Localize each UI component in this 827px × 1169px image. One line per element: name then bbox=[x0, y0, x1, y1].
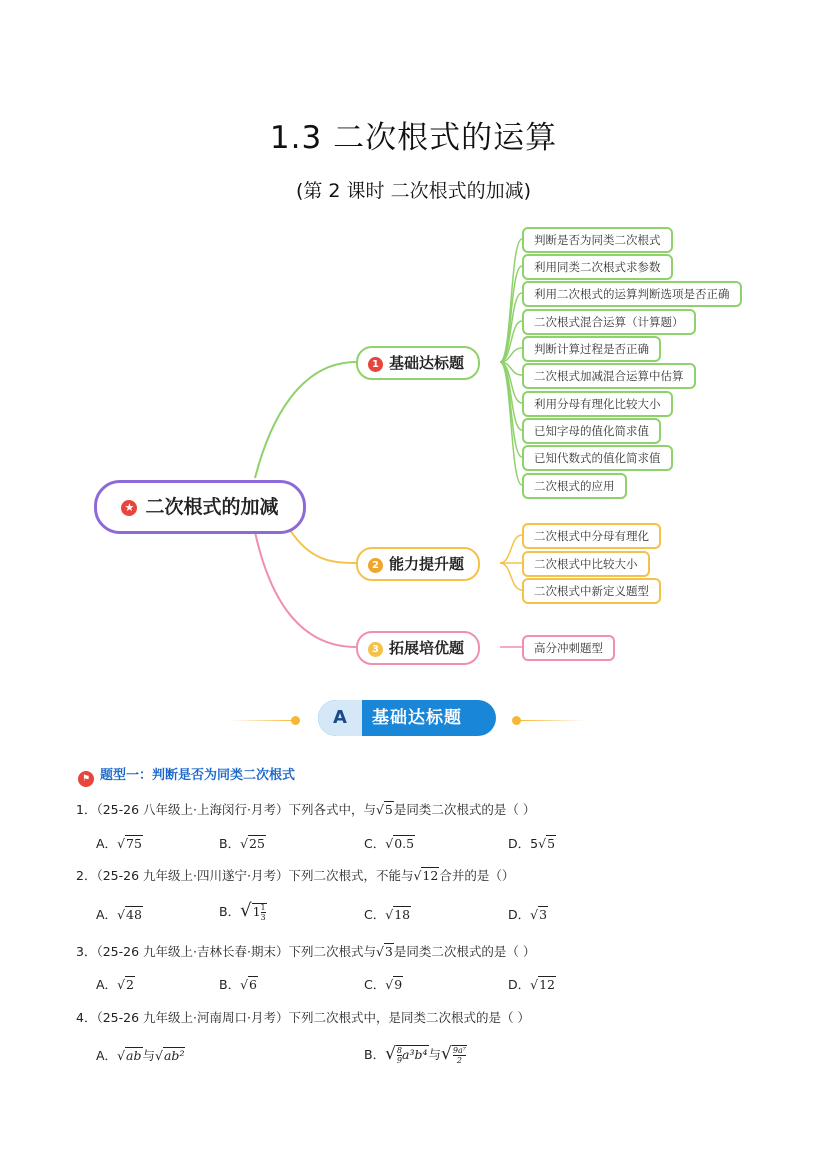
branch-label: 基础达标题 bbox=[389, 354, 465, 372]
leaf-item: 二次根式中分母有理化 bbox=[522, 523, 661, 549]
page-title: 1.3 二次根式的运算 bbox=[269, 120, 558, 156]
option-b[interactable]: B．√ $\frac{8}{9}$ a³b⁴与√ $\frac{\text{9a⁷}}{2}$ bbox=[364, 1044, 466, 1065]
option-letter: B． bbox=[364, 1047, 386, 1062]
question-stem: 4．（25-26 九年级上·河南周口·月考）下列二次根式中，是同类二次根式的是（ ） bbox=[76, 1010, 530, 1025]
option-letter: B． bbox=[219, 904, 241, 919]
option-letter: D．5 bbox=[508, 836, 539, 851]
option-d[interactable]: D．5√5 bbox=[508, 836, 556, 851]
radicand: 9 bbox=[394, 977, 403, 992]
decor-dot bbox=[291, 716, 300, 725]
leaf-item: 二次根式中比较大小 bbox=[522, 551, 650, 577]
branch-label: 拓展培优题 bbox=[389, 639, 465, 657]
option-b[interactable]: B．√6 bbox=[219, 977, 257, 992]
option-connector: 与 bbox=[142, 1048, 156, 1063]
option-letter: C． bbox=[364, 907, 386, 922]
decor-line bbox=[230, 720, 295, 721]
question-stem: 2．（25-26 九年级上·四川遂宁·月考）下列二次根式，不能与 bbox=[76, 868, 414, 883]
option-b[interactable]: B．√25 bbox=[219, 836, 265, 851]
radicand: 0.5 bbox=[394, 836, 415, 851]
question-stem-end: 是同类二次根式的是（ ） bbox=[393, 802, 536, 817]
option-letter: D． bbox=[508, 907, 531, 922]
radicand: 1 bbox=[252, 904, 261, 919]
option-a[interactable]: A．√2 bbox=[96, 977, 134, 992]
option-letter: C． bbox=[364, 836, 386, 851]
leaf-item: 高分冲刺题型 bbox=[522, 635, 615, 661]
option-d[interactable]: D．√3 bbox=[508, 907, 548, 922]
question-stem-end: 是同类二次根式的是（ ） bbox=[393, 944, 536, 959]
option-b[interactable]: B．√1 $\frac{1}{3}$ bbox=[219, 900, 266, 922]
fraction-one-third: $\frac{1}{3}$ bbox=[260, 903, 266, 922]
leaf-item: 利用二次根式的运算判断选项是否正确 bbox=[522, 281, 742, 307]
leaf-item: 二次根式的应用 bbox=[522, 473, 627, 499]
option-letter: B． bbox=[219, 977, 241, 992]
leaf-item: 二次根式中新定义题型 bbox=[522, 578, 661, 604]
mindmap-root bbox=[94, 480, 306, 534]
radicand: 48 bbox=[126, 907, 142, 922]
leaf-item: 利用同类二次根式求参数 bbox=[522, 254, 673, 280]
option-letter: A． bbox=[96, 907, 118, 922]
option-letter: A． bbox=[96, 836, 118, 851]
question-type-label: 题型一：判断是否为同类二次根式 bbox=[100, 768, 296, 783]
leaf-item: 二次根式加减混合运算中估算 bbox=[522, 363, 696, 389]
branch-improve bbox=[356, 547, 480, 581]
question-3: 3．（25-26 九年级上·吉林长春·期末）下列二次根式与√3是同类二次根式的是（ ） bbox=[76, 944, 536, 959]
option-d[interactable]: D．√12 bbox=[508, 977, 556, 992]
section-badge bbox=[318, 700, 496, 736]
leaf-item: 二次根式混合运算（计算题） bbox=[522, 309, 696, 335]
radicand: 5 bbox=[384, 802, 393, 817]
option-connector: 与 bbox=[428, 1047, 442, 1062]
option-c[interactable]: C．√18 bbox=[364, 907, 411, 922]
question-4 bbox=[76, 1008, 530, 1026]
radicand: 3 bbox=[384, 944, 393, 959]
leaf-item: 已知字母的值化简求值 bbox=[522, 418, 661, 444]
option-c[interactable]: C．√0.5 bbox=[364, 836, 415, 851]
option-a[interactable]: A．√48 bbox=[96, 907, 142, 922]
page-subtitle: (第 2 课时 二次根式的加减) bbox=[295, 180, 532, 202]
fraction-8-9: $\frac{8}{9}$ bbox=[396, 1046, 403, 1065]
radicand: 25 bbox=[249, 836, 265, 851]
branch-label: 能力提升题 bbox=[389, 555, 465, 573]
leaf-item: 判断计算过程是否正确 bbox=[522, 336, 661, 362]
question-type-heading bbox=[78, 764, 295, 787]
option-c[interactable]: C．√9 bbox=[364, 977, 403, 992]
section-label: 基础达标题 bbox=[372, 708, 462, 728]
flag-icon: ⚑ bbox=[78, 771, 94, 787]
mindmap-root-label: 二次根式的加减 bbox=[145, 496, 279, 518]
star-icon: ★ bbox=[121, 500, 137, 516]
radicand: ab bbox=[126, 1048, 142, 1063]
question-stem: 1．（25-26 八年级上·上海闵行·月考）下列各式中，与 bbox=[76, 802, 376, 817]
option-letter: A． bbox=[96, 1048, 118, 1063]
radicand: 6 bbox=[249, 977, 257, 992]
radicand: 2 bbox=[126, 977, 134, 992]
radicand: 12 bbox=[422, 868, 439, 883]
question-1: 1．（25-26 八年级上·上海闵行·月考）下列各式中，与√5是同类二次根式的是（ ） bbox=[76, 802, 536, 817]
radicand: 12 bbox=[539, 977, 556, 992]
leaf-item: 判断是否为同类二次根式 bbox=[522, 227, 673, 253]
radicand: a³b⁴ bbox=[402, 1047, 428, 1062]
decor-line bbox=[520, 720, 585, 721]
section-letter: A bbox=[318, 700, 362, 736]
question-stem-end: 合并的是（） bbox=[439, 868, 515, 883]
option-letter: A． bbox=[96, 977, 118, 992]
option-a[interactable]: A．√75 bbox=[96, 836, 142, 851]
option-a[interactable]: A．√ab与√ab² bbox=[96, 1048, 185, 1063]
option-letter: B． bbox=[219, 836, 241, 851]
radicand: 5 bbox=[547, 836, 556, 851]
radicand: 3 bbox=[539, 907, 548, 922]
branch-extend bbox=[356, 631, 480, 665]
number-3-icon: 3 bbox=[368, 642, 383, 657]
question-2: 2．（25-26 九年级上·四川遂宁·月考）下列二次根式，不能与√12合并的是（） bbox=[76, 868, 515, 883]
option-letter: D． bbox=[508, 977, 531, 992]
leaf-item: 利用分母有理化比较大小 bbox=[522, 391, 673, 417]
radicand: 75 bbox=[126, 836, 142, 851]
option-letter: C． bbox=[364, 977, 386, 992]
branch-basic bbox=[356, 346, 480, 380]
number-1-icon: 1 bbox=[368, 357, 383, 372]
radicand: ab² bbox=[163, 1048, 185, 1063]
number-2-icon: 2 bbox=[368, 558, 383, 573]
leaf-item: 已知代数式的值化简求值 bbox=[522, 445, 673, 471]
question-stem: 3．（25-26 九年级上·吉林长春·期末）下列二次根式与 bbox=[76, 944, 376, 959]
radicand: 18 bbox=[394, 907, 411, 922]
fraction-9a7-2: $\frac{\text{9a⁷}}{2}$ bbox=[452, 1046, 466, 1065]
